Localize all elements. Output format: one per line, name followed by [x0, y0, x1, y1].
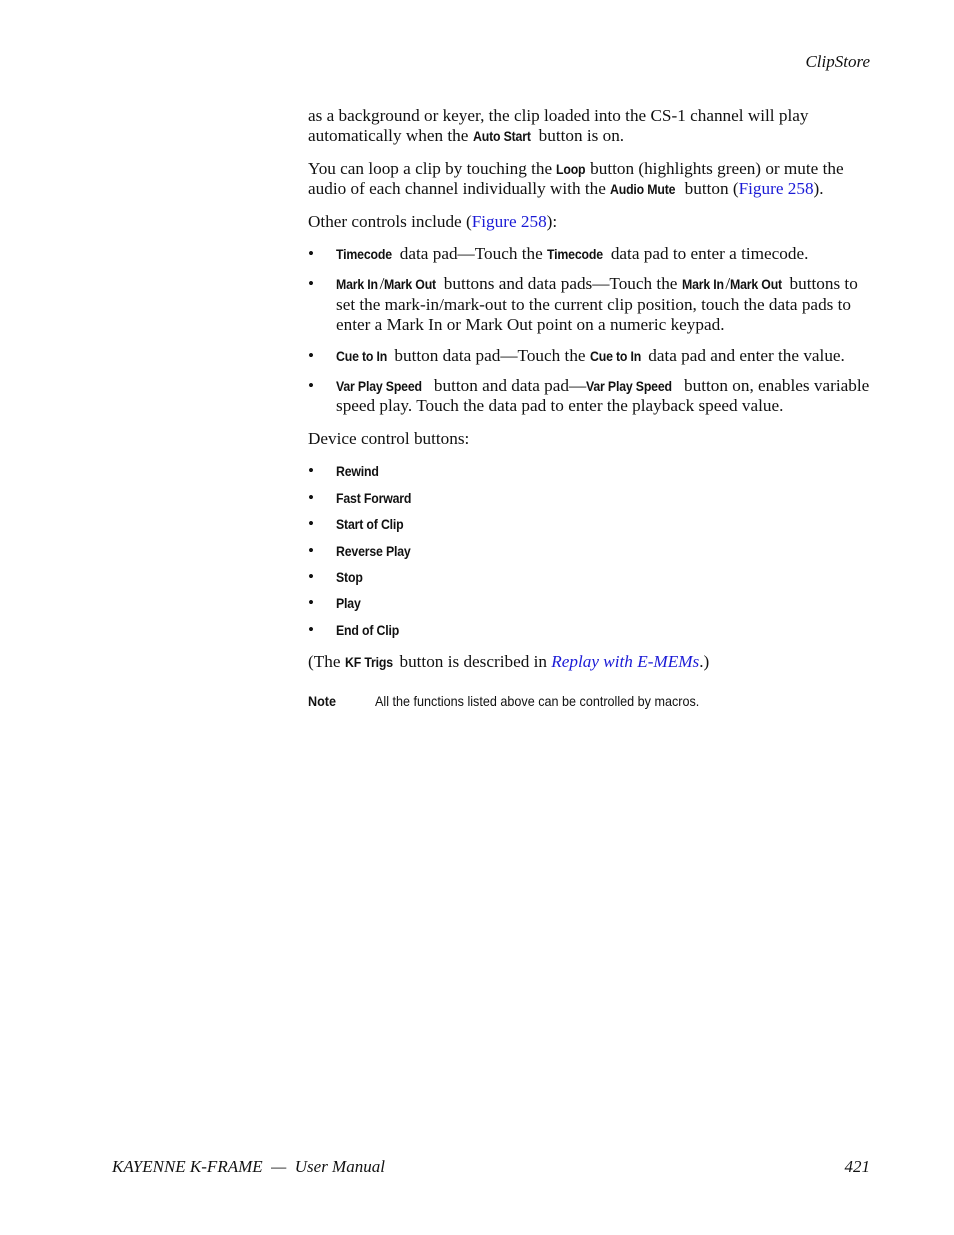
- audio-mute-label: Audio Mute: [610, 181, 676, 198]
- body-content: [308, 106, 873, 711]
- footer: [112, 1157, 870, 1177]
- bullet-icon: •: [308, 274, 315, 294]
- note-text: All the functions listed above can be controlled by macros.: [375, 692, 700, 709]
- start-of-clip-label: Start of Clip: [336, 516, 404, 533]
- list-item: [308, 461, 873, 481]
- reverse-play-label: Reverse Play: [336, 542, 411, 559]
- text: button (: [680, 179, 739, 199]
- device-control-intro: Device control buttons:: [308, 428, 470, 448]
- paragraph-other-controls: [308, 212, 873, 232]
- replay-with-e-mems-link[interactable]: Replay with E-MEMs: [551, 652, 700, 672]
- note-label: Note: [308, 692, 337, 709]
- bullet-icon: •: [308, 461, 315, 481]
- figure-258-link[interactable]: Figure 258: [738, 179, 814, 199]
- cue-to-in-label: Cue to In: [336, 347, 388, 364]
- bullet-icon: •: [308, 619, 315, 639]
- auto-start-label: Auto Start: [472, 128, 531, 145]
- text: button (highlights green) or mute the audio of each channel individually with the: [308, 158, 844, 199]
- page-number: 421: [844, 1157, 870, 1176]
- running-header: ClipStore: [805, 52, 870, 71]
- mark-in-label: Mark In: [681, 276, 724, 293]
- bullet-icon: •: [308, 540, 315, 560]
- var-play-speed-label: Var Play Speed: [586, 378, 673, 395]
- controls-list: [308, 244, 873, 417]
- text: ):: [546, 211, 558, 231]
- text: data pad and enter the value.: [643, 345, 845, 365]
- paragraph-loop: [308, 159, 873, 200]
- bullet-icon: •: [308, 376, 315, 396]
- bullet-icon: •: [308, 514, 315, 534]
- mark-in-label: Mark In: [336, 276, 378, 293]
- mark-out-label: Mark Out: [730, 276, 783, 293]
- text: as a background or keyer, the clip loaded into the CS-1 channel will play automatically when the: [308, 106, 809, 146]
- text: You can loop a clip by touching the: [308, 158, 557, 178]
- list-item: [308, 567, 873, 587]
- text: /: [725, 274, 731, 294]
- text: .): [699, 652, 710, 672]
- text: /: [379, 274, 385, 294]
- bullet-icon: •: [308, 566, 315, 586]
- footer-title: KAYENNE K-FRAME — User Manual: [112, 1157, 385, 1176]
- text: buttons to set the mark-in/mark-out to the current clip position, touch the data pads to enter a Mark In or Mark Out point on a numeric keypad.: [336, 274, 858, 335]
- stop-label: Stop: [336, 568, 363, 585]
- cue-to-in-label: Cue to In: [589, 347, 641, 364]
- play-label: Play: [336, 595, 361, 612]
- text: button and data pad—: [429, 376, 587, 396]
- list-item: [308, 488, 873, 508]
- bullet-icon: •: [308, 244, 315, 264]
- kf-trigs-label: KF Trigs: [344, 654, 393, 671]
- bullet-icon: •: [308, 487, 315, 507]
- text: Other controls include (: [308, 211, 472, 231]
- loop-label: Loop: [556, 160, 586, 177]
- text: (The: [308, 652, 345, 672]
- text: buttons and data pads—Touch the: [439, 274, 682, 294]
- list-item: [308, 346, 873, 366]
- text: data pad to enter a timecode.: [606, 244, 809, 264]
- end-of-clip-label: End of Clip: [336, 621, 400, 638]
- paragraph-auto-start: [308, 106, 873, 147]
- list-item: [308, 541, 873, 561]
- text: button data pad—Touch the: [390, 345, 590, 365]
- var-play-speed-label: Var Play Speed: [336, 378, 422, 395]
- list-item: [308, 244, 873, 264]
- list-item: [308, 620, 873, 640]
- list-item: [308, 593, 873, 613]
- timecode-label: Timecode: [547, 246, 603, 263]
- bullet-icon: •: [308, 345, 315, 365]
- paragraph-kf-trigs: [308, 652, 873, 672]
- timecode-label: Timecode: [336, 246, 392, 263]
- text: button is on.: [534, 126, 625, 146]
- list-item: [308, 376, 873, 417]
- text: button is described in: [395, 652, 552, 672]
- note: [308, 691, 873, 711]
- list-item: [308, 274, 873, 335]
- device-buttons-list: [308, 461, 873, 640]
- figure-258-link[interactable]: Figure 258: [471, 211, 547, 231]
- bullet-icon: •: [308, 593, 315, 613]
- text: button on, enables variable speed play. Touch the data pad to enter the playback speed value.: [336, 376, 870, 416]
- rewind-label: Rewind: [336, 463, 379, 480]
- text: ).: [813, 179, 824, 199]
- fast-forward-label: Fast Forward: [336, 489, 412, 506]
- mark-out-label: Mark Out: [384, 276, 437, 293]
- list-item: [308, 514, 873, 534]
- text: data pad—Touch the: [395, 244, 548, 264]
